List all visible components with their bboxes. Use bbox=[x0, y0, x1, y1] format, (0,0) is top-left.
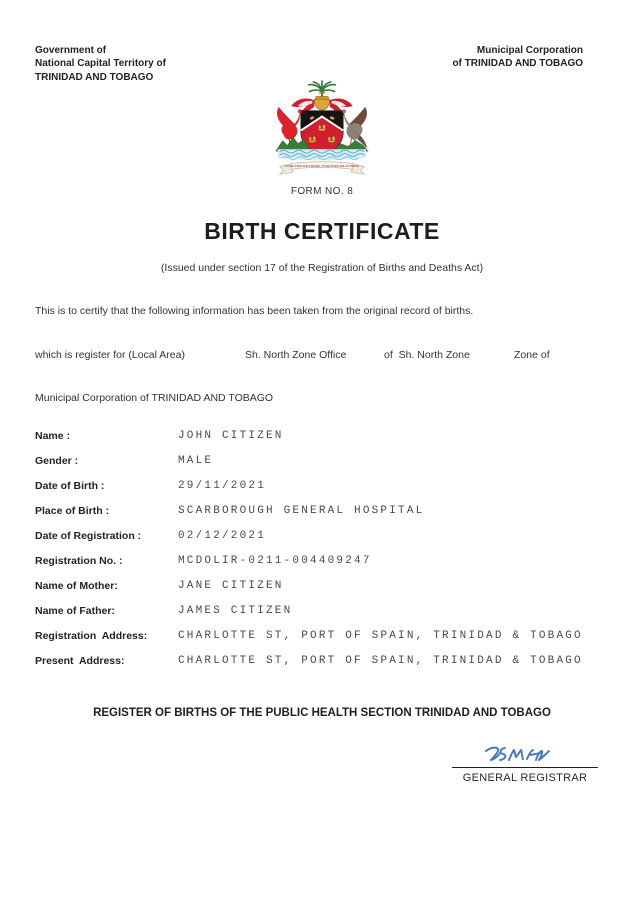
register-line-suffix: Zone of bbox=[514, 349, 550, 361]
wreath-icon bbox=[315, 96, 328, 99]
municipal-corporation-line: Municipal Corporation of TRINIDAD AND TOBAGO bbox=[35, 392, 274, 404]
field-label: Name of Mother: bbox=[35, 580, 118, 592]
field-label: Place of Birth : bbox=[35, 505, 110, 517]
field-value: MALE bbox=[178, 455, 214, 467]
field-row-name-of-father bbox=[35, 605, 609, 630]
register-zone-office: Sh. North Zone Office bbox=[245, 349, 347, 361]
field-value: SCARBOROUGH GENERAL HOSPITAL bbox=[178, 505, 425, 517]
field-value: JOHN CITIZEN bbox=[178, 430, 284, 442]
header-right-line1: Municipal Corporation bbox=[476, 45, 583, 56]
header-left-line1: Government of bbox=[35, 45, 107, 56]
header-right-line2: of TRINIDAD AND TOBAGO bbox=[452, 58, 583, 70]
register-zone-line bbox=[0, 349, 644, 363]
issuing-authority-right bbox=[452, 44, 583, 71]
field-value: CHARLOTTE ST, PORT OF SPAIN, TRINIDAD & TOBAGO bbox=[178, 655, 583, 667]
title-subtext: (Issued under section 17 of the Registration of Births and Deaths Act) bbox=[160, 262, 484, 274]
registrar-signature-ink bbox=[483, 743, 555, 767]
field-value: JANE CITIZEN bbox=[178, 580, 284, 592]
register-of-births-heading: REGISTER OF BIRTHS OF THE PUBLIC HEALTH SECTION TRINIDAD AND TOBAGO bbox=[93, 707, 551, 719]
field-label: Name : bbox=[35, 430, 71, 442]
field-row-date-of-birth bbox=[35, 480, 609, 505]
field-label: Registration No. : bbox=[35, 555, 123, 567]
field-row-place-of-birth bbox=[35, 505, 609, 530]
field-row-gender bbox=[35, 455, 609, 480]
field-value: CHARLOTTE ST, PORT OF SPAIN, TRINIDAD & TOBAGO bbox=[178, 630, 583, 642]
field-label: Date of Registration : bbox=[35, 530, 142, 542]
form-number: FORM NO. 8 bbox=[290, 186, 354, 197]
certify-statement: This is to certify that the following information has been taken from the original record of births. bbox=[35, 305, 474, 317]
sea-waves-icon bbox=[278, 149, 366, 160]
field-row-name bbox=[35, 430, 609, 455]
field-label: Name of Father: bbox=[35, 605, 115, 617]
coat-of-arms-icon bbox=[263, 80, 381, 180]
field-value: 29/11/2021 bbox=[178, 480, 267, 492]
field-value: MCDOLIR-0211-004409247 bbox=[178, 555, 372, 567]
helmet-icon bbox=[314, 99, 329, 110]
field-label: Present Address: bbox=[35, 655, 125, 667]
field-label: Gender : bbox=[35, 455, 79, 467]
field-label: Registration Address: bbox=[35, 630, 148, 642]
page-title: BIRTH CERTIFICATE bbox=[204, 218, 440, 244]
field-row-date-of-registration bbox=[35, 530, 609, 555]
register-zone-name: of Sh. North Zone bbox=[384, 349, 470, 361]
header-left-line3: TRINIDAD AND TOBAGO bbox=[35, 71, 154, 83]
field-row-registration-address bbox=[35, 630, 609, 655]
register-line-prefix: which is register for (Local Area) bbox=[35, 349, 185, 361]
issuing-authority-left bbox=[35, 44, 166, 84]
field-row-registration-no bbox=[35, 555, 609, 580]
motto-scroll-icon bbox=[280, 162, 365, 174]
motto-text: TOGETHER WE ASPIRE, TOGETHER WE ACHIEVE bbox=[284, 164, 360, 169]
header-left-line2: National Capital Territory of bbox=[35, 58, 166, 70]
palm-crest-icon bbox=[309, 81, 336, 96]
field-value: 02/12/2021 bbox=[178, 530, 267, 542]
field-row-present-address bbox=[35, 655, 609, 680]
record-fields bbox=[35, 430, 609, 680]
field-label: Date of Birth : bbox=[35, 480, 105, 492]
field-row-name-of-mother bbox=[35, 580, 609, 605]
signature-line bbox=[452, 767, 598, 768]
signatory-title: GENERAL REGISTRAR bbox=[462, 772, 588, 784]
field-value: JAMES CITIZEN bbox=[178, 605, 293, 617]
